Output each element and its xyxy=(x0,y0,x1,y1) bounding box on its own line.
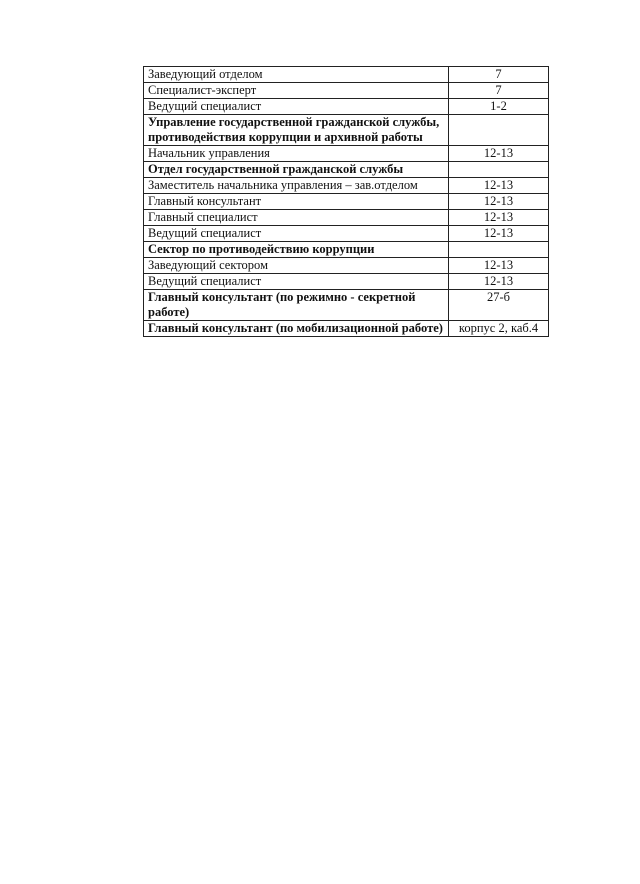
section-title-cell: Сектор по противодействию коррупции xyxy=(144,242,449,258)
section-title-cell: Отдел государственной гражданской службы xyxy=(144,162,449,178)
staff-room-table xyxy=(143,66,549,337)
room-cell: 1-2 xyxy=(449,99,549,115)
table-row xyxy=(144,210,549,226)
room-cell: 12-13 xyxy=(449,226,549,242)
room-cell: 12-13 xyxy=(449,274,549,290)
position-cell: Главный консультант xyxy=(144,194,449,210)
position-cell: Главный консультант (по мобилизационной работе) xyxy=(144,321,449,337)
table-row xyxy=(144,67,549,83)
section-header-row xyxy=(144,242,549,258)
room-cell: 12-13 xyxy=(449,210,549,226)
position-cell: Заведующий сектором xyxy=(144,258,449,274)
room-cell xyxy=(449,162,549,178)
table-row xyxy=(144,99,549,115)
room-cell: корпус 2, каб.4 xyxy=(449,321,549,337)
room-cell xyxy=(449,242,549,258)
room-cell: 12-13 xyxy=(449,178,549,194)
table-row xyxy=(144,146,549,162)
table-row xyxy=(144,290,549,321)
table-row xyxy=(144,274,549,290)
room-cell: 12-13 xyxy=(449,258,549,274)
table-row xyxy=(144,226,549,242)
position-cell: Специалист-эксперт xyxy=(144,83,449,99)
position-cell: Начальник управления xyxy=(144,146,449,162)
section-title-cell: Управление государственной гражданской службы, противодействия коррупции и архивной работы xyxy=(144,115,449,146)
room-cell: 7 xyxy=(449,83,549,99)
table-row xyxy=(144,258,549,274)
room-cell: 12-13 xyxy=(449,194,549,210)
room-cell xyxy=(449,115,549,146)
room-cell: 12-13 xyxy=(449,146,549,162)
table-row xyxy=(144,194,549,210)
position-cell: Ведущий специалист xyxy=(144,99,449,115)
table-row xyxy=(144,83,549,99)
room-cell: 7 xyxy=(449,67,549,83)
table-body xyxy=(144,67,549,337)
position-cell: Заведующий отделом xyxy=(144,67,449,83)
section-header-row xyxy=(144,162,549,178)
position-cell: Ведущий специалист xyxy=(144,274,449,290)
table-row xyxy=(144,321,549,337)
table-row xyxy=(144,178,549,194)
room-cell: 27-б xyxy=(449,290,549,321)
position-cell: Заместитель начальника управления – зав.отделом xyxy=(144,178,449,194)
position-cell: Главный консультант (по режимно - секретной работе) xyxy=(144,290,449,321)
position-cell: Главный специалист xyxy=(144,210,449,226)
position-cell: Ведущий специалист xyxy=(144,226,449,242)
section-header-row xyxy=(144,115,549,146)
